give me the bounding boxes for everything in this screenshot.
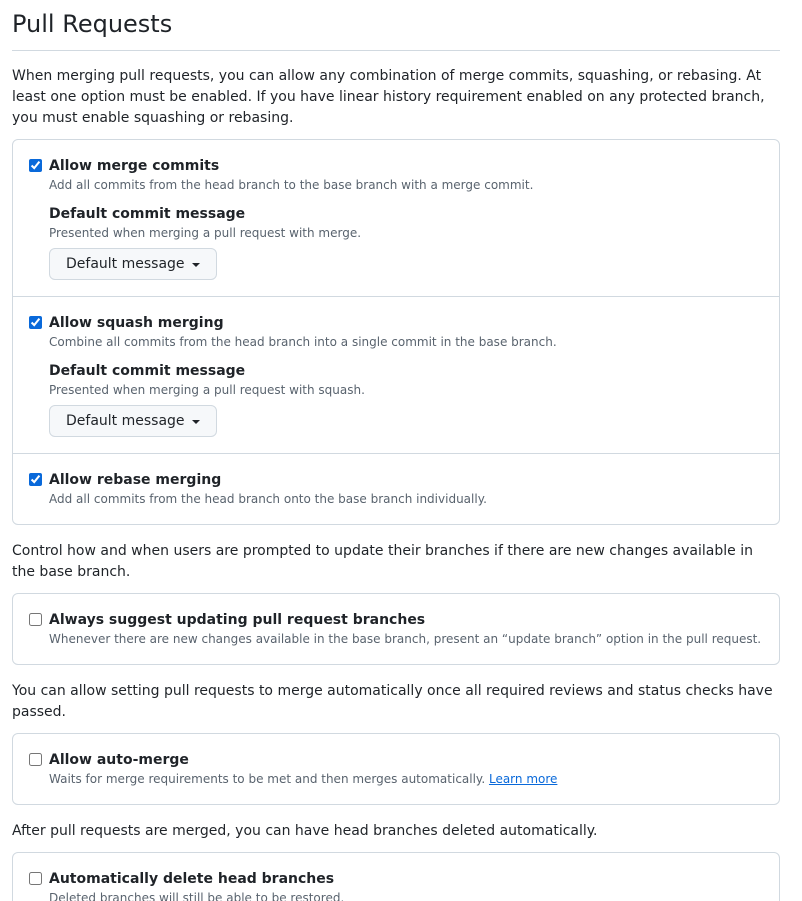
option-suggest-updating	[13, 594, 779, 664]
suggest-updating-label[interactable]: Always suggest updating pull request branches	[49, 612, 426, 628]
delete-head-branches-label[interactable]: Automatically delete head branches	[49, 871, 335, 887]
merge-options-box	[12, 139, 780, 525]
automerge-options-box	[12, 733, 780, 805]
update-options-box	[12, 593, 780, 665]
delete-intro: After pull requests are merged, you can have head branches deleted automatically.	[12, 823, 598, 839]
auto-merge-checkbox[interactable]	[29, 753, 42, 766]
merge-commits-checkbox[interactable]	[29, 159, 42, 172]
delete-head-branches-checkbox[interactable]	[29, 872, 42, 885]
squash-commit-message-label: Default commit message	[49, 363, 246, 379]
merge-commit-message-note: Presented when merging a pull request with merge.	[49, 226, 362, 240]
merge-default-message-label: Default message	[66, 256, 185, 272]
squash-default-message-label: Default message	[66, 413, 185, 429]
caret-down-icon	[192, 263, 200, 267]
rebase-merging-checkbox[interactable]	[29, 473, 42, 486]
squash-default-message-dropdown[interactable]	[49, 405, 217, 437]
update-intro: Control how and when users are prompted to update their branches if there are new changes available in the base branch.	[12, 543, 753, 580]
auto-merge-note-line	[49, 770, 763, 788]
option-auto-merge	[13, 734, 779, 804]
option-delete-head-branches	[13, 853, 779, 901]
auto-merge-note: Waits for merge requirements to be met and then merges automatically.	[49, 772, 486, 786]
option-squash-merging	[13, 296, 779, 453]
merge-commits-label[interactable]: Allow merge commits	[49, 158, 220, 174]
auto-merge-label[interactable]: Allow auto-merge	[49, 752, 189, 768]
merge-commit-message-group	[49, 204, 763, 280]
squash-merging-label[interactable]: Allow squash merging	[49, 315, 224, 331]
suggest-updating-note: Whenever there are new changes available in the base branch, present an “update branch” option in the pull request.	[49, 632, 762, 646]
rebase-merging-label[interactable]: Allow rebase merging	[49, 472, 222, 488]
automerge-intro: You can allow setting pull requests to merge automatically once all required reviews and status checks have passed.	[12, 683, 773, 720]
delete-options-box	[12, 852, 780, 901]
page-title: Pull Requests	[12, 10, 173, 38]
merge-intro: When merging pull requests, you can allow any combination of merge commits, squashing, or rebasing. At least one option must be enabled. If you have linear history requirement enabled on any protected branch, you must enable squashing or rebasing.	[12, 68, 765, 126]
option-merge-commits	[13, 140, 779, 296]
merge-commit-message-label: Default commit message	[49, 206, 246, 222]
page-header	[12, 0, 780, 51]
suggest-updating-checkbox[interactable]	[29, 613, 42, 626]
option-rebase-merging	[13, 453, 779, 524]
caret-down-icon	[192, 420, 200, 424]
squash-merging-note: Combine all commits from the head branch into a single commit in the base branch.	[49, 335, 557, 349]
squash-merging-checkbox[interactable]	[29, 316, 42, 329]
merge-default-message-dropdown[interactable]	[49, 248, 217, 280]
merge-commits-note: Add all commits from the head branch to the base branch with a merge commit.	[49, 178, 534, 192]
squash-commit-message-note: Presented when merging a pull request with squash.	[49, 383, 365, 397]
squash-commit-message-group	[49, 361, 763, 437]
learn-more-link[interactable]: Learn more	[488, 772, 558, 786]
delete-head-branches-note: Deleted branches will still be able to be restored.	[49, 891, 345, 901]
rebase-merging-note: Add all commits from the head branch onto the base branch individually.	[49, 492, 487, 506]
